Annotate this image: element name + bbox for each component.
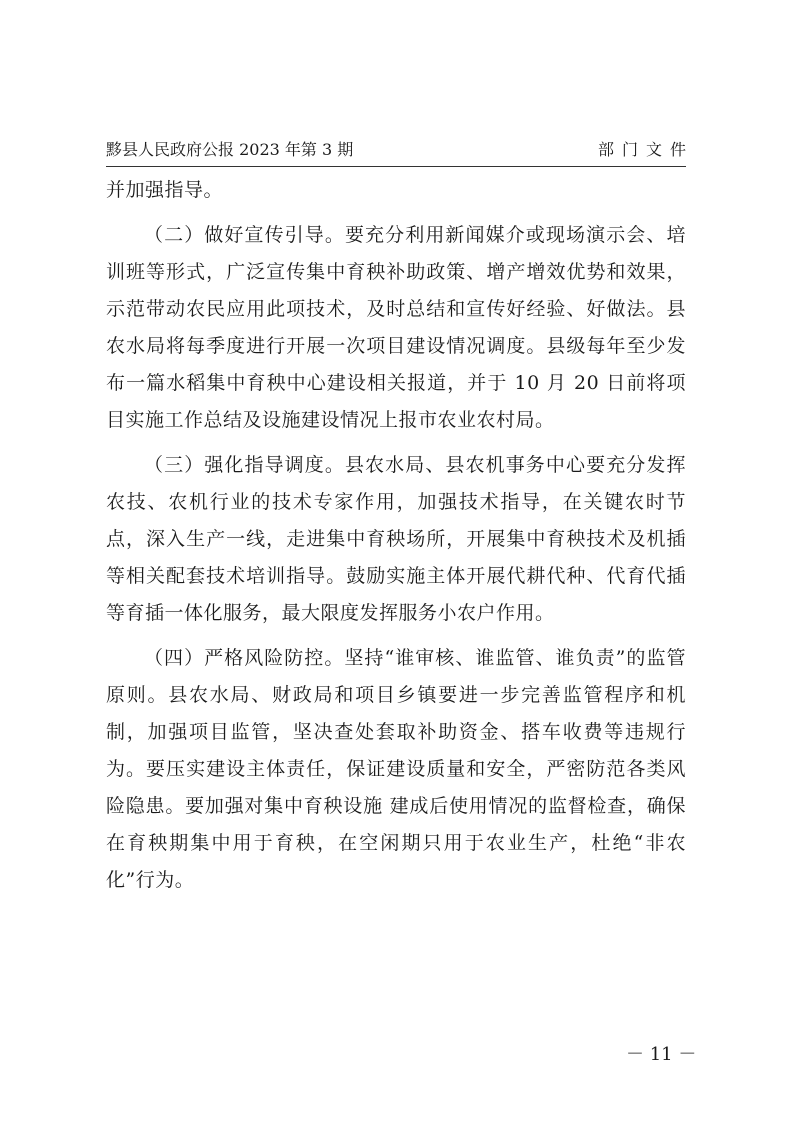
header-publication-title: 黟县人民政府公报 2023 年第 3 期 (106, 140, 354, 159)
paragraph-risk-control (106, 640, 686, 899)
paragraph-heading: （三）强化指导调度。 (144, 454, 345, 476)
paragraph-heading: （二）做好宣传引导。 (144, 224, 345, 246)
paragraph-text: 坚持“谁审核、谁监管、谁负责”的监管原则。县农水局、财政局和项目乡镇要进一步完善监管程序和机制，加强项目监管，坚决查处套取补助资金、搭车收费等违规行为。要压实建设主体责任，保证建设质量和安全，严密防范各类风险隐患。要加强对集中育秧设施 建成后使用情况的监督检查，确保在育秧期集中用于育秧，在空闲期只用于农业生产，杜绝“非农化”行为。 (106, 647, 686, 891)
paragraph-continuation: 并加强指导。 (106, 179, 224, 201)
header-section-label: 部门文件 (597, 140, 694, 159)
page-header (106, 140, 694, 167)
paragraph-guidance (106, 447, 686, 632)
page-number: － 11 － (626, 1044, 697, 1065)
paragraph-text: 县农水局、县农机事务中心要充分发挥农技、农机行业的技术专家作用，加强技术指导，在关键农时节点，深入生产一线，走进集中育秧场所，开展集中育秧技术及机插等相关配套技术培训指导。鼓励实施主体开展代耕代种、代育代插等育插一体化服务，最大限度发挥服务小农户作用。 (106, 454, 686, 624)
paragraph-text: 要充分利用新闻媒介或现场演示会、培训班等形式，广泛宣传集中育秧补助政策、增产增效优势和效果，示范带动农民应用此项技术，及时总结和宣传好经验、好做法。县农水局将每季度进行开展一次项目建设情况调度。县级每年至少发布一篇水稻集中育秧中心建设相关报道，并于 10 月 20 日前将项目实施工作总结及设施建设情况上报市农业农村局。 (106, 224, 686, 431)
paragraph-heading: （四）严格风险防控。 (144, 647, 345, 669)
document-body (106, 172, 686, 899)
paragraph-publicity (106, 217, 686, 439)
